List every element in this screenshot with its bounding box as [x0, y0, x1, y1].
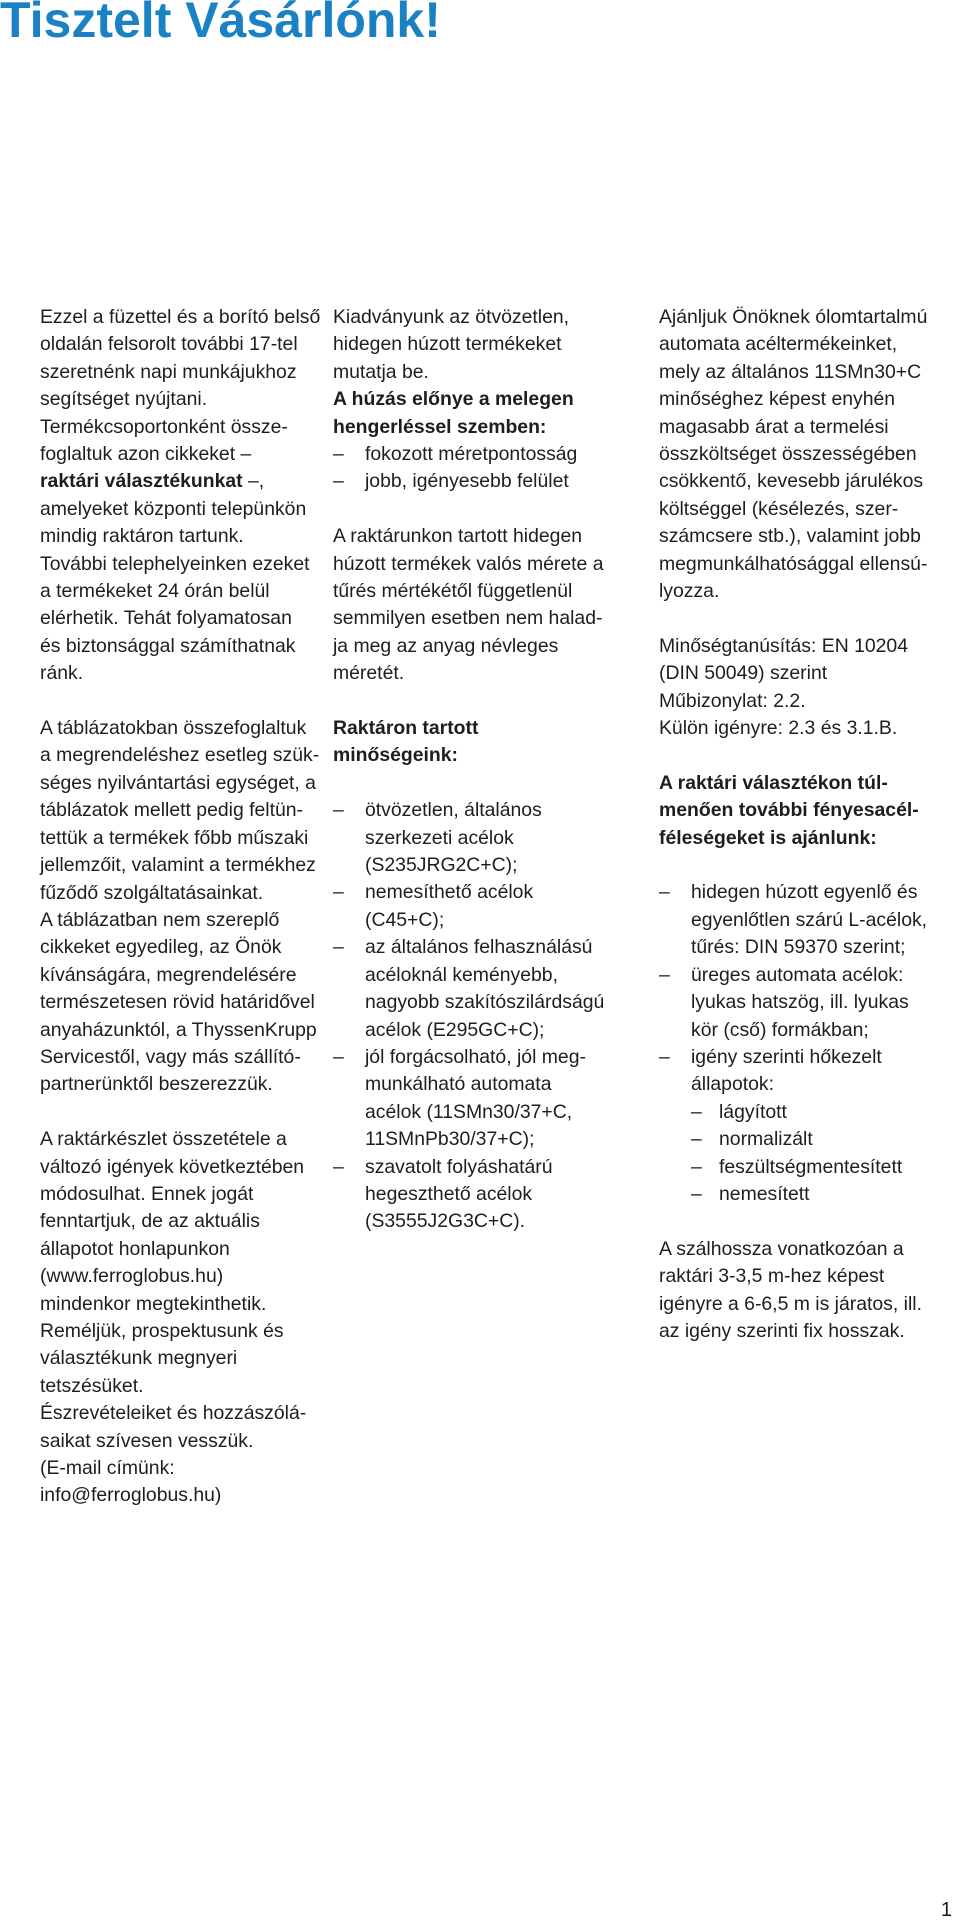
- list-item: [333, 468, 633, 495]
- text-line: A táblázatokban összefoglaltuk: [40, 717, 307, 740]
- sub-list-item: [659, 1181, 959, 1208]
- dash-bullet: –: [691, 1128, 702, 1151]
- text-line: összköltséget összességében: [659, 443, 917, 466]
- section-heading: minőségeink:: [333, 744, 458, 767]
- list-item-text: egyenlőtlen szárú L-acélok,: [691, 908, 928, 931]
- list-item-text: nemesíthető acélok: [365, 881, 534, 904]
- text-line: változó igények következtében: [40, 1155, 305, 1178]
- list-item-text: állapotok:: [691, 1073, 775, 1096]
- text-line: Műbizonylat: 2.2.: [659, 689, 806, 712]
- text-line: csökkentő, kevesebb járulékos: [659, 470, 924, 493]
- text-line: semmilyen esetben nem halad-: [333, 607, 603, 630]
- text-line: Külön igényre: 2.3 és 3.1.B.: [659, 717, 898, 740]
- text-line: További telephelyeinken ezeket: [40, 552, 310, 575]
- text-line: oldalán felsorolt további 17-tel: [40, 333, 298, 356]
- text-line: húzott termékek valós mérete a: [333, 552, 604, 575]
- text-line: tettük a termékek főbb műszaki: [40, 826, 309, 849]
- text-line: és biztonsággal számíthatnak: [40, 634, 296, 657]
- text-line: tetszésüket.: [40, 1374, 144, 1397]
- dash-bullet: –: [333, 1045, 344, 1068]
- text-line: anyaházunktól, a ThyssenKrupp: [40, 1018, 317, 1041]
- text-line: A táblázatban nem szereplő: [40, 908, 280, 931]
- text-line: elérhetik. Tehát folyamatosan: [40, 607, 292, 630]
- list-item-text: szerkezeti acélok: [365, 826, 514, 849]
- text-line: saikat szívesen vesszük.: [40, 1429, 254, 1452]
- list-item-text: (S3555J2G3C+C).: [365, 1210, 526, 1233]
- list-item-text: nemesített: [719, 1182, 810, 1205]
- text-line: amelyeket központi telepünkön: [40, 497, 307, 520]
- dash-bullet: –: [333, 881, 344, 904]
- text-line: igényre a 6-6,5 m is járatos, ill.: [659, 1292, 922, 1315]
- list-item: [333, 934, 633, 961]
- list-item-text: tűrés: DIN 59370 szerint;: [691, 936, 906, 959]
- list-item-text: fokozott méretpontosság: [365, 443, 578, 466]
- text-line: automata acéltermékeinket,: [659, 333, 898, 356]
- list-item-text: jobb, igényesebb felület: [365, 470, 569, 493]
- sub-list-item: [659, 1154, 959, 1181]
- text-line: hidegen húzott termékeket: [333, 333, 562, 356]
- list-item-text: (C45+C);: [365, 908, 445, 931]
- text-line: ja meg az anyag névleges: [333, 634, 559, 657]
- dash-bullet: –: [691, 1100, 702, 1123]
- text-line: Ezzel a füzettel és a borító belső: [40, 306, 321, 328]
- sub-list-item: [659, 1126, 959, 1153]
- text-line: A raktárkészlet összetétele a: [40, 1128, 287, 1151]
- section-heading: Raktáron tartott: [333, 717, 479, 740]
- text-line: mindig raktáron tartunk.: [40, 525, 244, 548]
- text-line: Minőségtanúsítás: EN 10204: [659, 634, 909, 657]
- text-line: Reméljük, prospektusunk és: [40, 1320, 284, 1342]
- text-line: méretét.: [333, 662, 405, 685]
- text-line: választékunk megnyeri: [40, 1347, 238, 1370]
- products-column: [333, 304, 633, 1236]
- dash-bullet: –: [333, 443, 344, 466]
- list-item-text: (S235JRG2C+C);: [365, 854, 518, 877]
- list-item-text: szavatolt folyáshatárú: [365, 1155, 553, 1178]
- text-line: fenntartjuk, de az aktuális: [40, 1210, 260, 1233]
- page-title: Tisztelt Vásárlónk!: [0, 0, 441, 48]
- text-line: mindenkor megtekinthetik.: [40, 1292, 267, 1315]
- text-line: a termékeket 24 órán belül: [40, 580, 270, 603]
- text-line: állapotot honlapunkon: [40, 1237, 230, 1260]
- list-item-text: nagyobb szakítószilárdságú: [365, 991, 605, 1014]
- text-line: magasabb árat a termelési: [659, 415, 889, 438]
- text-line: az igény szerinti fix hosszak.: [659, 1319, 905, 1342]
- list-item: [333, 879, 633, 906]
- text-line: raktári 3-3,5 m-hez képest: [659, 1265, 885, 1288]
- list-item: [333, 441, 633, 468]
- list-item-text: hegeszthető acélok: [365, 1182, 533, 1205]
- list-item: [659, 879, 959, 906]
- dash-bullet: –: [659, 1045, 670, 1068]
- offers-column: [659, 304, 959, 1345]
- text-line: segítséget nyújtani.: [40, 388, 208, 411]
- list-item-text: acéloknál keményebb,: [365, 963, 558, 986]
- text-line: lyozza.: [659, 580, 720, 603]
- list-item-text: lágyított: [719, 1100, 787, 1123]
- text-line: mutatja be.: [333, 360, 429, 383]
- text-line: Észrevételeiket és hozzászólá-: [40, 1402, 307, 1425]
- list-item-text: munkálható automata: [365, 1073, 552, 1096]
- text-line: séges nyilvántartási egységet, a: [40, 771, 316, 794]
- text-line: (DIN 50049) szerint: [659, 662, 828, 685]
- section-heading: A raktári választékon túl-: [659, 771, 888, 794]
- list-item: [659, 1044, 959, 1071]
- website-link[interactable]: (www.ferroglobus.hu): [40, 1265, 224, 1288]
- section-heading: menően további fényesacél-: [659, 799, 919, 822]
- dash-bullet: –: [691, 1182, 702, 1205]
- text-line: táblázatok mellett pedig feltün-: [40, 799, 304, 822]
- email-link[interactable]: info@ferroglobus.hu): [40, 1484, 222, 1507]
- text-line: minőséghez képest enyhén: [659, 388, 896, 411]
- list-item: [333, 797, 633, 824]
- dash-bullet: –: [659, 881, 670, 904]
- list-item-text: acélok (E295GC+C);: [365, 1018, 545, 1041]
- text-line: ránk.: [40, 662, 84, 685]
- list-item-text: üreges automata acélok:: [691, 963, 904, 986]
- text-line: [40, 468, 330, 495]
- text-fragment: –,: [242, 470, 265, 493]
- text-line: a megrendeléshez esetleg szük-: [40, 744, 320, 767]
- text-line: természetesen rövid határidővel: [40, 991, 315, 1014]
- list-item-text: acélok (11SMn30/37+C,: [365, 1100, 573, 1123]
- section-heading: A húzás előnye a melegen: [333, 388, 574, 411]
- list-item-text: lyukas hatszög, ill. lyukas: [691, 991, 909, 1014]
- dash-bullet: –: [333, 936, 344, 959]
- list-item-text: feszültségmentesített: [719, 1155, 903, 1178]
- list-item-text: igény szerinti hőkezelt: [691, 1045, 882, 1068]
- section-heading: hengerléssel szemben:: [333, 415, 547, 438]
- text-line: A szálhossza vonatkozóan a: [659, 1237, 904, 1260]
- page-number: 1: [940, 1899, 952, 1921]
- text-line: számcsere stb.), valamint jobb: [659, 525, 921, 548]
- text-line: (E-mail címünk:: [40, 1457, 175, 1480]
- text-line: fűződő szolgáltatásainkat.: [40, 881, 264, 904]
- emphasis-text: raktári választékunkat: [40, 470, 243, 493]
- intro-column: [40, 304, 330, 1510]
- list-item-text: az általános felhasználású: [365, 936, 593, 959]
- list-item-text: jól forgácsolható, jól meg-: [365, 1045, 586, 1068]
- dash-bullet: –: [691, 1155, 702, 1178]
- list-item-text: hidegen húzott egyenlő és: [691, 881, 918, 904]
- text-line: Ajánljuk Önöknek ólomtartalmú: [659, 306, 928, 328]
- dash-bullet: –: [333, 470, 344, 493]
- text-line: Termékcsoportonként össze-: [40, 415, 288, 438]
- dash-bullet: –: [659, 963, 670, 986]
- text-line: Kiadványunk az ötvözetlen,: [333, 306, 570, 328]
- text-line: megmunkálhatósággal ellensú-: [659, 552, 928, 575]
- text-line: mely az általános 11SMn30+C: [659, 360, 922, 383]
- text-line: cikkeket egyedileg, az Önök: [40, 936, 282, 959]
- text-line: tűrés mértékétől függetlenül: [333, 580, 573, 603]
- dash-bullet: –: [333, 1155, 344, 1178]
- text-line: partnerünktől beszerezzük.: [40, 1073, 273, 1096]
- list-item: [333, 1154, 633, 1181]
- list-item: [659, 962, 959, 989]
- list-item: [333, 1044, 633, 1071]
- text-line: A raktárunkon tartott hidegen: [333, 525, 583, 548]
- list-item-text: 11SMnPb30/37+C);: [365, 1128, 535, 1151]
- text-line: jellemzőit, valamint a termékhez: [40, 854, 316, 877]
- section-heading: féleségeket is ajánlunk:: [659, 826, 877, 849]
- text-line: módosulhat. Ennek jogát: [40, 1182, 254, 1205]
- dash-bullet: –: [333, 799, 344, 822]
- list-item-text: kör (cső) formákban;: [691, 1018, 869, 1041]
- text-line: kívánságára, megrendelésére: [40, 963, 297, 986]
- text-line: költséggel (késélezés, szer-: [659, 497, 899, 520]
- text-line: Servicestől, vagy más szállító-: [40, 1045, 301, 1068]
- list-item-text: ötvözetlen, általános: [365, 799, 542, 822]
- sub-list-item: [659, 1099, 959, 1126]
- list-item-text: normalizált: [719, 1128, 813, 1151]
- text-line: szeretnénk napi munkájukhoz: [40, 360, 297, 383]
- text-line: foglaltuk azon cikkeket –: [40, 443, 252, 466]
